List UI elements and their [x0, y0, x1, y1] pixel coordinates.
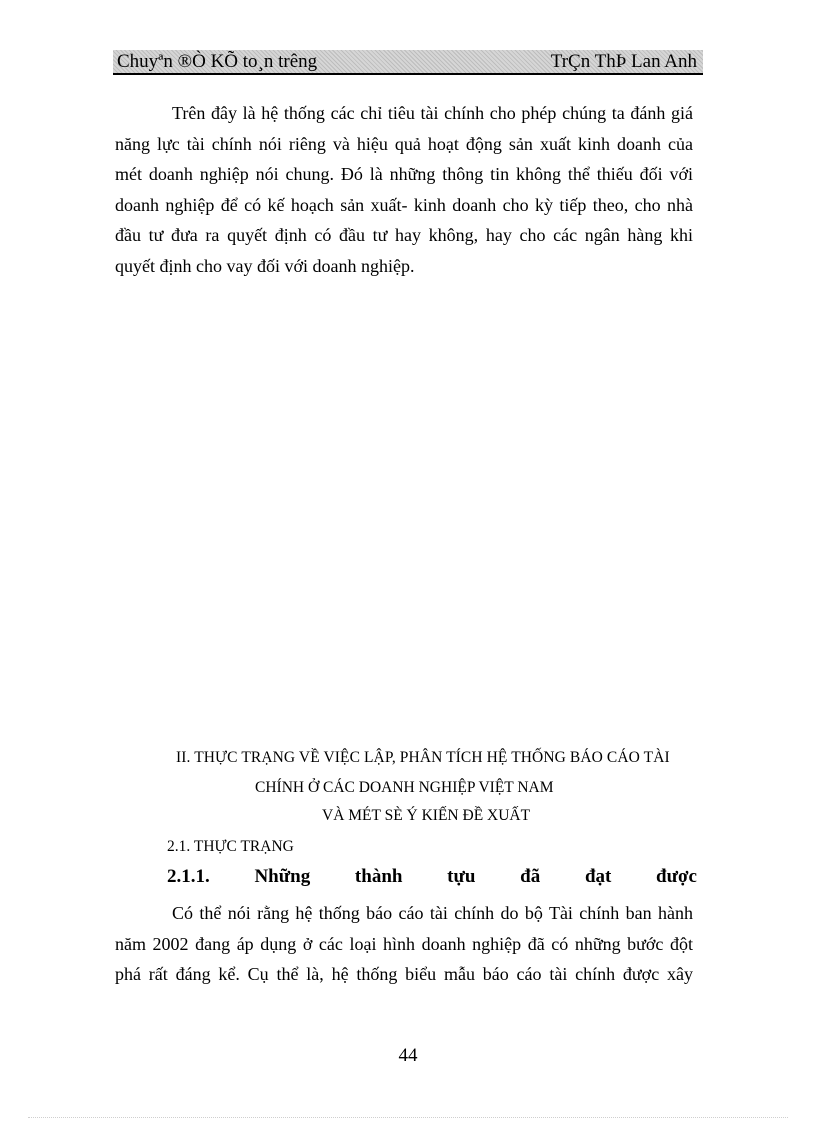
subsection-heading: 2.1. THỰC TRẠNG [167, 838, 294, 855]
heading-word: tựu [447, 866, 476, 887]
heading-word: được [656, 866, 697, 887]
section-title-line-1: II. THỰC TRẠNG VỀ VIỆC LẬP, PHÂN TÍCH HỆ THỐNG BÁO CÁO TÀI [176, 749, 670, 766]
paragraph-line: năm 2002 đang áp dụng ở các loại hình doanh nghiệp đã có những bước đột [115, 933, 693, 954]
section-title-line-2: CHÍNH Ở CÁC DOANH NGHIỆP VIỆT NAM [255, 779, 554, 796]
heading-word: đã [520, 866, 541, 887]
paragraph-line: phá rất đáng kể. Cụ thể là, hệ thống biểu mẫu báo cáo tài chính được xây [115, 964, 693, 984]
section-title-line-3: VÀ MÉT SÈ Ý KIẾN ĐỀ XUẤT [322, 807, 531, 824]
paragraph-line: quyết định cho vay đối với doanh nghiệp. [115, 255, 415, 276]
header-author-name: TrÇn ThÞ Lan Anh [550, 51, 697, 72]
page-number: 44 [398, 1045, 418, 1066]
paragraph-achievements [115, 898, 693, 990]
heading-word: 2.1.1. [167, 866, 210, 887]
paragraph-financial-indicators [115, 98, 693, 281]
paragraph-line: Có thể nói rằng hệ thống báo cáo tài chính do bộ Tài chính ban hành [172, 903, 693, 923]
running-header [113, 50, 703, 75]
header-chapter-title: Chuyªn ®Ò KÕ to¸n trêng [117, 51, 318, 72]
page-bottom-divider [28, 1117, 788, 1118]
paragraph-line: doanh nghiệp để có kế hoạch sản xuất- kinh doanh cho kỳ tiếp theo, cho nhà [115, 194, 693, 215]
paragraph-line: đầu tư đưa ra quyết định có đầu tư hay không, hay cho các ngân hàng khi [115, 225, 693, 245]
paragraph-line: Trên đây là hệ thống các chỉ tiêu tài chính cho phép chúng ta đánh giá [172, 103, 693, 123]
heading-word: đạt [584, 866, 612, 887]
heading-word: thành [354, 866, 403, 887]
paragraph-line: mét doanh nghiệp nói chung. Đó là những thông tin không thể thiếu đối với [115, 164, 693, 184]
subsubsection-heading [167, 864, 697, 890]
paragraph-line: năng lực tài chính nói riêng và hiệu quả hoạt động sản xuất kinh doanh của [115, 133, 693, 154]
heading-word: Những [254, 866, 311, 887]
